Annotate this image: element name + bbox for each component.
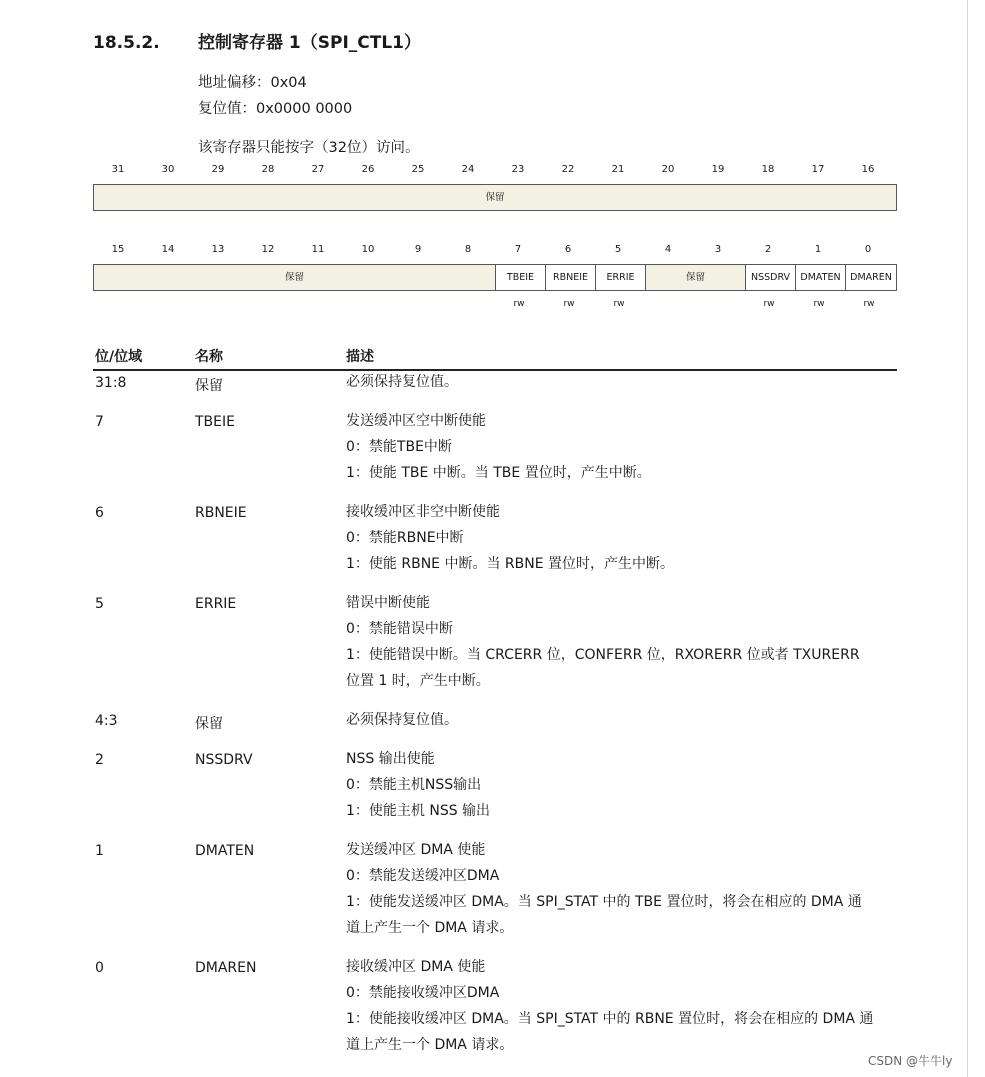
bit-number: 23 [511, 164, 525, 175]
bit-number: 15 [111, 244, 125, 255]
row-name: RBNEIE [195, 505, 247, 521]
row-description [346, 596, 898, 700]
field-reserved-15-8: 保留 [284, 272, 304, 283]
field-rbneie: RBNEIE [545, 265, 595, 290]
access-rw: rw [563, 299, 575, 309]
bit-number: 18 [761, 164, 775, 175]
row-description [346, 414, 898, 492]
row-name: TBEIE [195, 414, 235, 430]
desc-line: 1：使能接收缓冲区 DMA。当 SPI_STAT 中的 RBNE 置位时，将会在相应的 DMA 通 [346, 1011, 874, 1027]
desc-line: 必须保持复位值。 [346, 712, 458, 728]
desc-line: 1：使能发送缓冲区 DMA。当 SPI_STAT 中的 TBE 置位时，将会在相应的 DMA 通 [346, 894, 862, 910]
field-nssdrv: NSSDRV [745, 265, 795, 290]
access-rw: rw [613, 299, 625, 309]
desc-line: 0：禁能TBE中断 [346, 439, 452, 455]
access-rw: rw [763, 299, 775, 309]
desc-line: 道上产生一个 DMA 请求。 [346, 1037, 514, 1053]
bit-number: 1 [814, 244, 822, 255]
row-name: NSSDRV [195, 752, 253, 768]
section-title: 控制寄存器 1（SPI_CTL1） [198, 33, 422, 53]
row-name: DMATEN [195, 843, 255, 859]
row-bits: 2 [95, 752, 104, 768]
bit-number: 27 [311, 164, 325, 175]
desc-line: 位置 1 时，产生中断。 [346, 673, 490, 689]
row-description [346, 843, 898, 947]
desc-line: 1：使能 TBE 中断。当 TBE 置位时，产生中断。 [346, 465, 651, 481]
desc-line: 接收缓冲区非空中断使能 [346, 504, 500, 520]
row-bits: 6 [95, 505, 104, 521]
access-rw: rw [863, 299, 875, 309]
field-dmaten: DMATEN [795, 265, 845, 290]
bit-number: 0 [864, 244, 872, 255]
access-rw: rw [813, 299, 825, 309]
address-offset: 地址偏移：0x04 [198, 75, 307, 91]
field-dmaren: DMAREN [845, 265, 896, 290]
desc-line: NSS 输出使能 [346, 751, 435, 767]
bit-number: 13 [211, 244, 225, 255]
desc-line: 发送缓冲区 DMA 使能 [346, 842, 486, 858]
desc-line: 错误中断使能 [346, 595, 430, 611]
row-description [346, 752, 898, 830]
field-tbeie: TBEIE [495, 265, 545, 290]
bit-number: 8 [464, 244, 472, 255]
bit-number: 30 [161, 164, 175, 175]
field-reserved-upper: 保留 [485, 192, 505, 203]
bit-number: 31 [111, 164, 125, 175]
bit-number: 5 [614, 244, 622, 255]
field-errie: ERRIE [595, 265, 645, 290]
row-bits: 0 [95, 960, 104, 976]
upper-bit-numbers [93, 164, 897, 178]
bit-number: 14 [161, 244, 175, 255]
desc-line: 1：使能错误中断。当 CRCERR 位，CONFERR 位，RXORERR 位或者 TXURERR [346, 647, 860, 663]
bit-number: 6 [564, 244, 572, 255]
row-bits: 1 [95, 843, 104, 859]
row-description [346, 375, 898, 401]
watermark: CSDN @牛牛ly [868, 1054, 953, 1068]
bit-number: 21 [611, 164, 625, 175]
reset-value: 复位值：0x0000 0000 [198, 101, 353, 117]
desc-line: 0：禁能RBNE中断 [346, 530, 464, 546]
column-header-desc: 描述 [346, 349, 374, 365]
desc-line: 1：使能 RBNE 中断。当 RBNE 置位时，产生中断。 [346, 556, 675, 572]
row-name: DMAREN [195, 960, 257, 976]
bit-number: 9 [414, 244, 422, 255]
row-name: 保留 [195, 378, 223, 394]
bit-number: 2 [764, 244, 772, 255]
desc-line: 道上产生一个 DMA 请求。 [346, 920, 514, 936]
row-name: ERRIE [195, 596, 237, 612]
lower-register [93, 264, 897, 291]
bit-number: 20 [661, 164, 675, 175]
row-description [346, 713, 898, 739]
bit-number: 11 [311, 244, 325, 255]
row-bits: 31:8 [95, 375, 127, 391]
desc-line: 0：禁能发送缓冲区DMA [346, 868, 500, 884]
desc-line: 1：使能主机 NSS 输出 [346, 803, 491, 819]
row-description [346, 960, 898, 1064]
bit-number: 3 [714, 244, 722, 255]
bit-number: 29 [211, 164, 225, 175]
bit-number: 12 [261, 244, 275, 255]
bit-number: 24 [461, 164, 475, 175]
row-bits: 4:3 [95, 713, 118, 729]
bit-number: 7 [514, 244, 522, 255]
access-rw: rw [513, 299, 525, 309]
bit-number: 25 [411, 164, 425, 175]
desc-line: 接收缓冲区 DMA 使能 [346, 959, 486, 975]
access-note: 该寄存器只能按字（32位）访问。 [198, 140, 420, 156]
desc-line: 0：禁能接收缓冲区DMA [346, 985, 500, 1001]
bit-number: 4 [664, 244, 672, 255]
desc-line: 0：禁能错误中断 [346, 621, 453, 637]
bit-number: 19 [711, 164, 725, 175]
desc-line: 0：禁能主机NSS输出 [346, 777, 482, 793]
bit-number: 16 [861, 164, 875, 175]
bit-number: 22 [561, 164, 575, 175]
bit-number: 26 [361, 164, 375, 175]
upper-register [93, 184, 897, 211]
row-bits: 5 [95, 596, 104, 612]
row-name: 保留 [195, 716, 223, 732]
section-number: 18.5.2. [93, 33, 160, 53]
field-reserved-4-3: 保留 [645, 265, 745, 290]
desc-line: 必须保持复位值。 [346, 374, 458, 390]
page-edge-line [967, 0, 968, 1077]
desc-line: 发送缓冲区空中断使能 [346, 413, 486, 429]
row-bits: 7 [95, 414, 104, 430]
column-header-bits: 位/位域 [95, 349, 143, 365]
access-types [93, 299, 897, 313]
bit-number: 28 [261, 164, 275, 175]
row-description [346, 505, 898, 583]
column-header-name: 名称 [195, 349, 223, 365]
bit-number: 17 [811, 164, 825, 175]
section-heading [93, 28, 421, 53]
lower-bit-numbers [93, 244, 897, 258]
bit-number: 10 [361, 244, 375, 255]
